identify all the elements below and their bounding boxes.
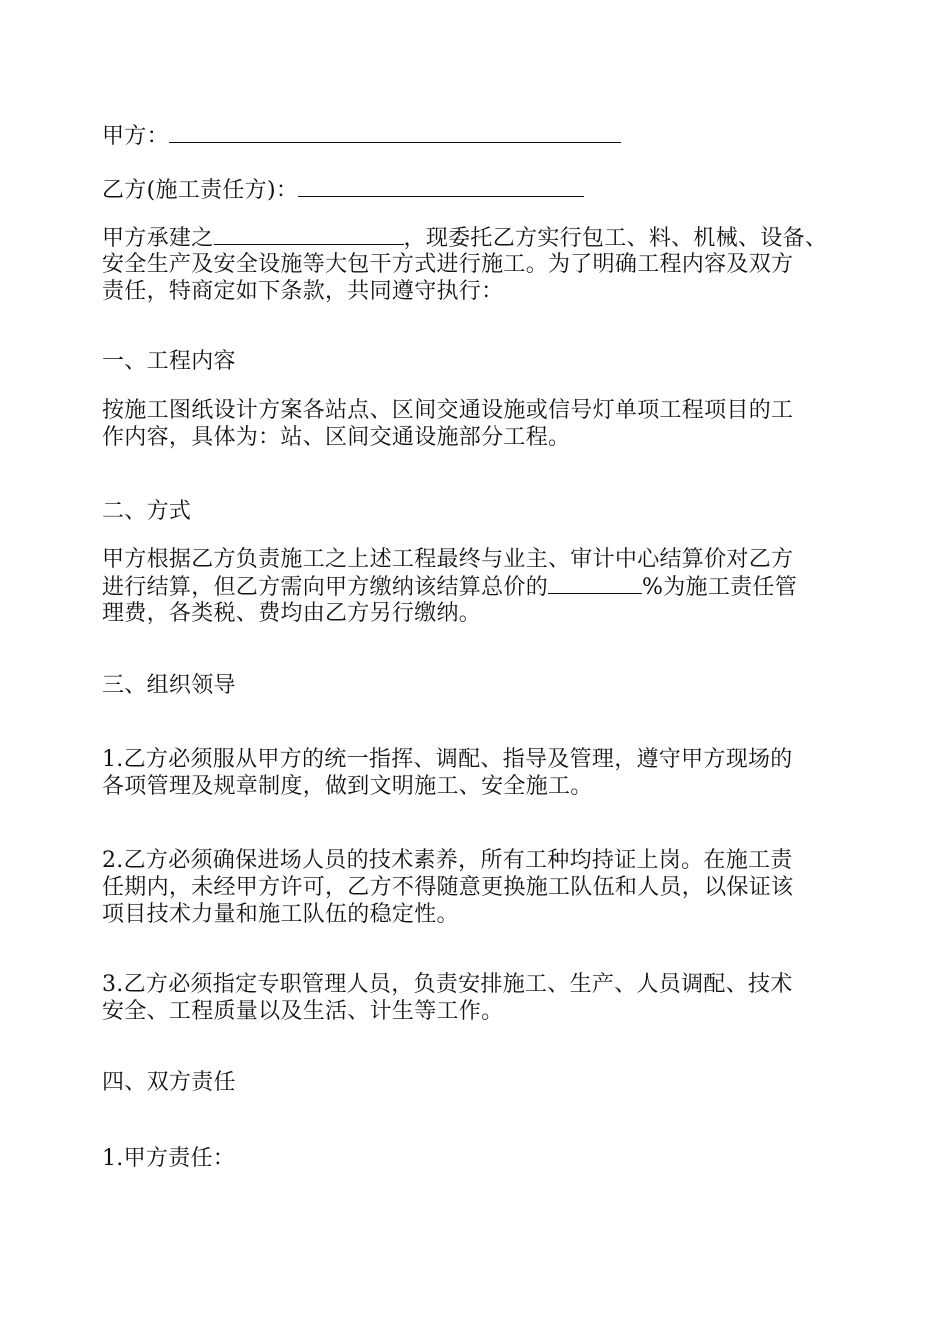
intro-suffix: ，现委托乙方实行包工、料、机械、设备、 xyxy=(403,226,828,251)
section-3-item-2-line-2: 任期内，未经甲方许可，乙方不得随意更换施工队伍和人员，以保证该 xyxy=(102,875,794,900)
section-3-item-2-line-3: 项目技术力量和施工队伍的稳定性。 xyxy=(102,902,459,927)
section-1-line-2: 作内容，具体为：站、区间交通设施部分工程。 xyxy=(102,425,571,450)
section-3-item-1-line-1: 1.乙方必须服从甲方的统一指挥、调配、指导及管理，遵守甲方现场的 xyxy=(102,747,793,772)
section-3-item-3-line-1: 3.乙方必须指定专职管理人员，负责安排施工、生产、人员调配、技术 xyxy=(102,972,793,997)
party-a-label: 甲方： xyxy=(102,124,169,149)
section-2-line-2-suffix: %为施工责任管 xyxy=(642,575,798,600)
fee-percent-blank xyxy=(548,573,642,594)
intro-line-1 xyxy=(102,224,862,253)
section-4-item-1: 1.甲方责任： xyxy=(102,1146,236,1171)
section-4-heading: 四、双方责任 xyxy=(102,1070,236,1095)
party-b-blank xyxy=(298,176,584,197)
party-b-label: 乙方(施工责任方)： xyxy=(102,178,299,203)
section-2-line-2-prefix: 进行结算，但乙方需向甲方缴纳该结算总价的 xyxy=(102,575,549,600)
section-3-item-2-line-1: 2.乙方必须确保进场人员的技术素养，所有工种均持证上岗。在施工责 xyxy=(102,848,793,873)
intro-line-2: 安全生产及安全设施等大包干方式进行施工。为了明确工程内容及双方 xyxy=(102,252,794,277)
party-b-line xyxy=(102,176,862,205)
project-name-blank xyxy=(214,224,404,245)
party-a-line xyxy=(102,122,862,151)
section-1-line-1: 按施工图纸设计方案各站点、区间交通设施或信号灯单项工程项目的工 xyxy=(102,398,794,423)
intro-prefix: 甲方承建之 xyxy=(102,226,214,251)
section-3-item-1-line-2: 各项管理及规章制度，做到文明施工、安全施工。 xyxy=(102,774,593,799)
section-2-heading: 二、方式 xyxy=(102,499,192,524)
section-3-item-3-line-2: 安全、工程质量以及生活、计生等工作。 xyxy=(102,999,504,1024)
party-a-blank xyxy=(169,122,621,143)
intro-line-3: 责任，特商定如下条款，共同遵守执行： xyxy=(102,279,504,304)
section-1-heading: 一、工程内容 xyxy=(102,349,236,374)
section-2-line-2 xyxy=(102,573,862,602)
section-3-heading: 三、组织领导 xyxy=(102,673,236,698)
section-2-line-3: 理费，各类税、费均由乙方另行缴纳。 xyxy=(102,601,482,626)
section-2-line-1: 甲方根据乙方负责施工之上述工程最终与业主、审计中心结算价对乙方 xyxy=(102,547,794,572)
